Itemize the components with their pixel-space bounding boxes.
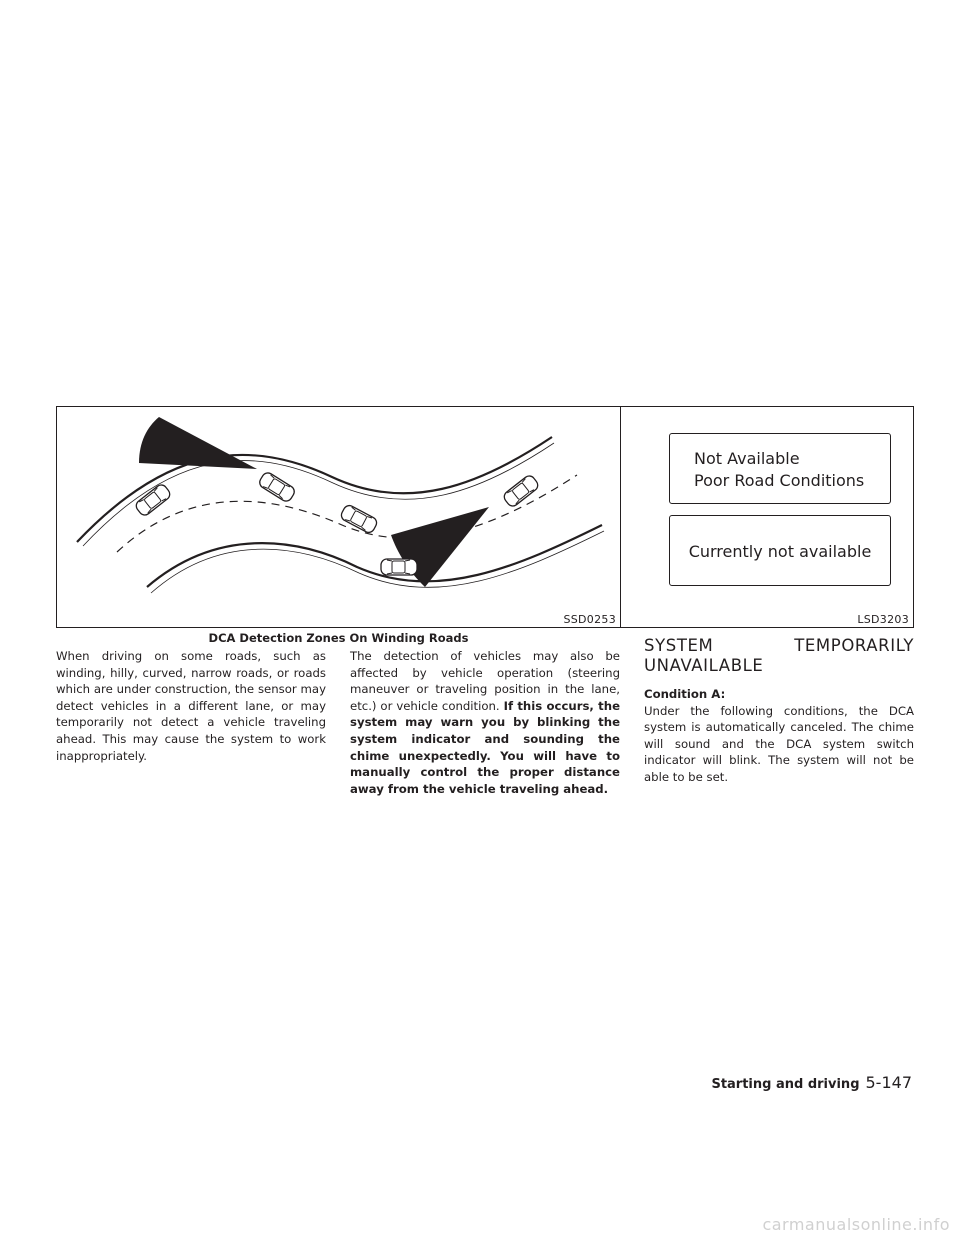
column-1 [56,648,326,764]
message-currently-not-available: Currently not available [669,515,891,586]
car-2 [257,471,296,504]
figure-display-messages [620,406,914,628]
column-3 [644,636,914,786]
message-line-2: Poor Road Conditions [694,471,865,490]
car-3 [339,503,378,534]
condition-heading: Condition A: [644,687,726,701]
message-line-1: Not Available [694,449,800,468]
car-5 [502,474,540,509]
section-heading: SYSTEM TEMPORARILY UNAVAILABLE [644,636,914,675]
car-4 [381,559,417,575]
message-not-available [669,433,891,504]
detection-zone-1 [139,417,257,469]
winding-road-illustration [57,407,622,629]
figure-id-right: LSD3203 [857,613,909,626]
page-footer [711,1073,912,1092]
column-3-text: Under the following conditions, the DCA system is automatically canceled. The chime will sound and the DCA system switch indicator will blink. The system will not be able to be set. [644,703,914,784]
column-1-text: When driving on some roads, such as winding, hilly, curved, narrow roads, or roads which are under construction, the sensor may detect vehicles in a different lane, or may temporarily not detect a vehicle traveling ahead. This may cause the system to work inappropriately. [56,649,326,763]
figure-caption: DCA Detection Zones On Winding Roads [208,631,469,645]
footer-section: Starting and driving [711,1077,860,1092]
column-2-paragraph [350,648,620,797]
figure-id-left: SSD0253 [563,613,616,626]
column-2-warning: If this occurs, the system may warn you by blinking the system indicator and sounding the chime unexpectedly. You will have to manually control the proper distance away from the vehicle traveling ahead. [350,698,621,796]
column-2-text: The detection of vehicles may also be affected by vehicle operation (steering maneuver or traveling position in the lane, etc.) or vehicle condition. [350,649,620,713]
watermark: carmanualsonline.info [762,1215,950,1234]
page-number: 5-147 [865,1073,912,1092]
column-2 [350,648,620,797]
road-edge-lower-inner [151,531,604,593]
figure-winding-roads [56,406,621,628]
